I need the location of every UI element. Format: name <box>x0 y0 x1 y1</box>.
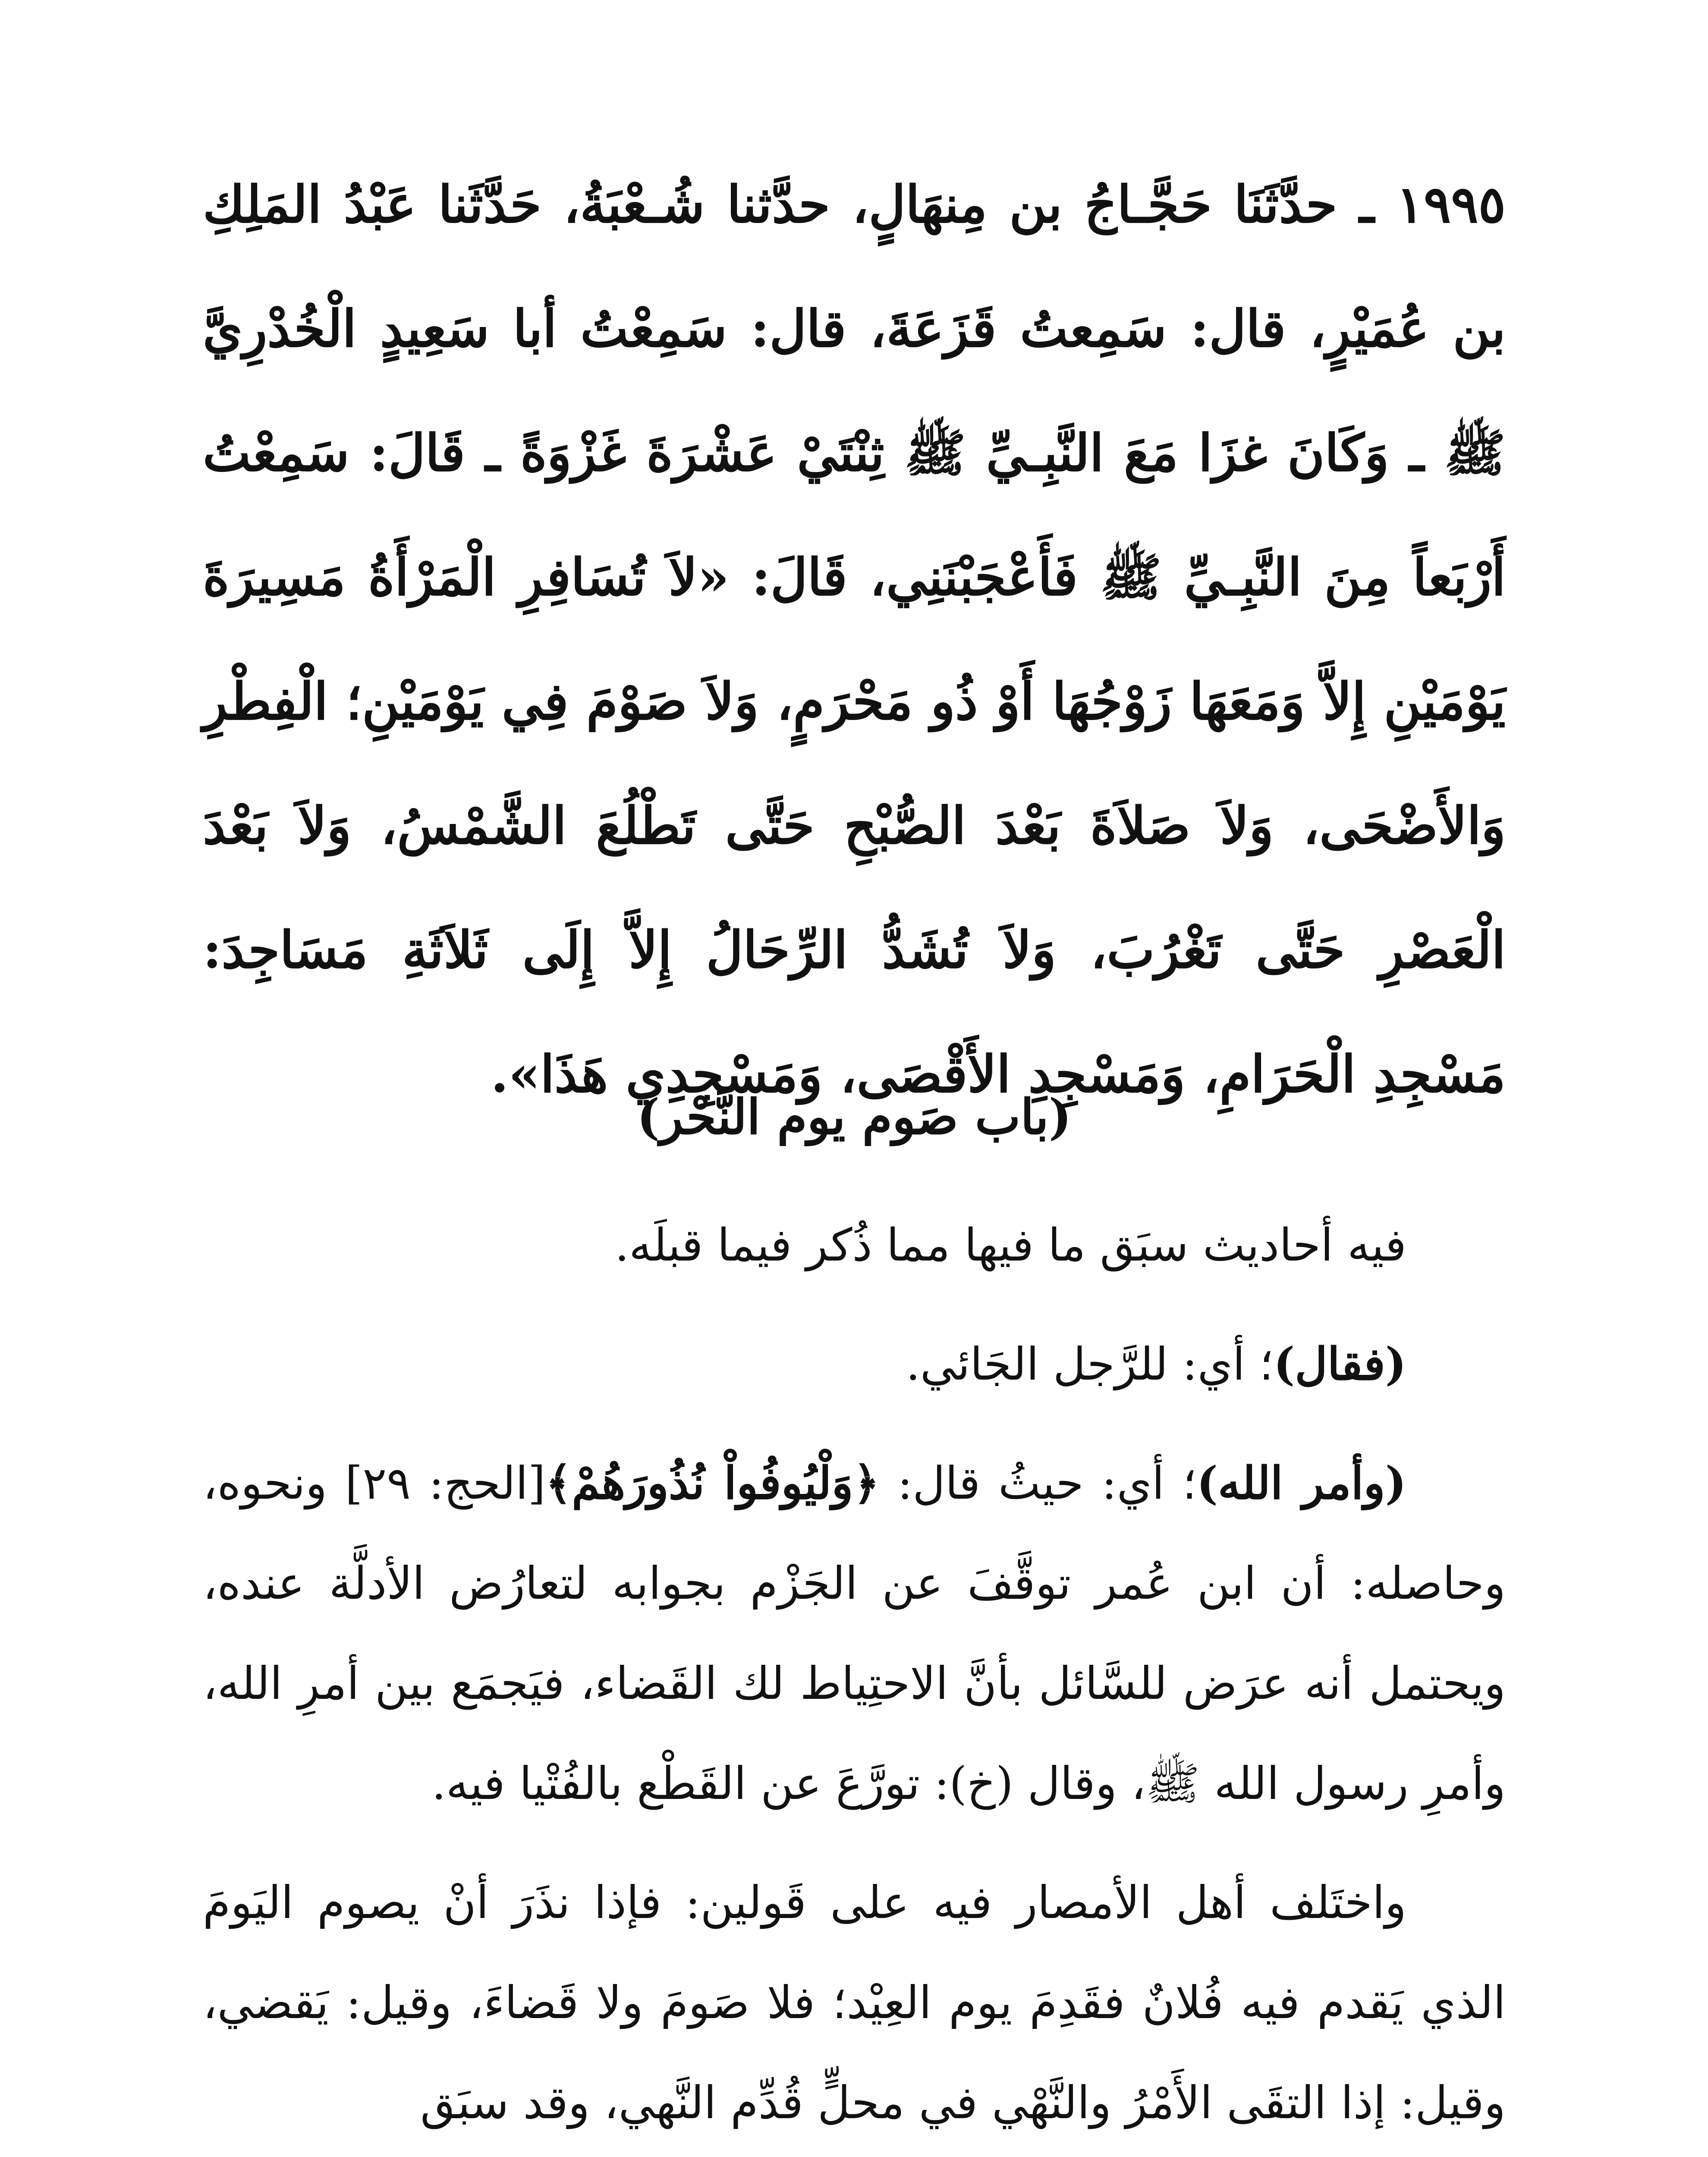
commentary-text: ؛ أي: للرَّجل الجَائي. <box>906 1338 1274 1390</box>
commentary-paragraph-3 <box>203 1433 1506 1833</box>
quran-verse: ﴿وَلْيُوفُواْ نُذُورَهُمْ﴾ <box>545 1456 880 1509</box>
hadith-body: ١٩٩٥ ـ حدَّثَنَا حَجَّـاجُ بن مِنهَالٍ، حدَّثنا شُـعْبَةُ، حَدَّثَنا عَبْدُ المَلِكِ بن عُمَيْرٍ، قال: سَمِعتُ قَزَعَةَ، قال: سَمِعْتُ أبا سَعِيدٍ الْخُدْرِيَّ ﷺ ـ وَكَانَ غزَا مَعَ النَّبِـيِّ ﷺ ثِنْتَيْ عَشْرَةَ غَزْوَةً ـ قَالَ: سَمِعْتُ أَرْبَعاً مِنَ النَّبِـيِّ ﷺ فَأَعْجَبْنَنِي، قَالَ: «لاَ تُسَافِرِ الْمَرْأَةُ مَسِيرَةَ يَوْمَيْنِ إِلاَّ وَمَعَهَا زَوْجُهَا أَوْ ذُو مَحْرَمٍ، وَلاَ صَوْمَ فِي يَوْمَيْنِ؛ الْفِطْرِ وَالأَضْحَى، وَلاَ صَلاَةَ بَعْدَ الصُّبْحِ حَتَّى تَطْلُعَ الشَّمْسُ، وَلاَ بَعْدَ الْعَصْرِ حَتَّى تَغْرُبَ، وَلاَ تُشَدُّ الرِّحَالُ إِلاَّ إِلَى ثَلاَثَةِ مَسَاجِدَ: مَسْجِدِ الْحَرَامِ، وَمَسْجِدِ الأَقْصَى، وَمَسْجِدِي هَذَا». <box>203 174 1506 1104</box>
hadith-text <box>203 142 1506 1136</box>
commentary-block <box>203 1195 1506 2157</box>
commentary-text: [الحج: ٢٩] ونحوه، وحاصله: أن ابن عُمر توقَّفَ عن الجَزْم بجوابه لتعارُض الأدلَّة عنده، ويحتمل أنه عرَض للسَّائل بأنَّ الاحتِياط لك القَضاء، فيَجمَع بين أمرِ الله، وأمرِ رسول الله ﷺ، وقال (خ): تورَّعَ عن القَطْع بالفُتْيا فيه. <box>203 1457 1506 1810</box>
commentary-paragraph-1: فيه أحاديث سبَق ما فيها مما ذُكر فيما قبلَه. <box>615 1219 1406 1271</box>
commentary-text: ؛ أي: حيثُ قال: <box>879 1457 1197 1509</box>
commentary-paragraph-4: واختَلف أهل الأمصار فيه على قَولين: فإذا نذَرَ أنْ يصوم اليَومَ الذي يَقدم فيه فُلانٌ فقَدِمَ يوم العِيْد؛ فلا صَومَ ولا قَضاءَ، وقيل: يَقضي، وقيل: إذا التقَى الأَمْرُ والنَّهْي في محلٍّ قُدِّم النَّهي، وقد سبَق <box>203 1876 1506 2129</box>
commentary-keyword: (فقال) <box>1274 1337 1406 1390</box>
chapter-title: (باب صَوم يوم النَّحْر) <box>637 1089 1072 1145</box>
commentary-keyword: (وأمر الله) <box>1196 1456 1406 1509</box>
commentary-paragraph-2 <box>203 1314 1506 1414</box>
